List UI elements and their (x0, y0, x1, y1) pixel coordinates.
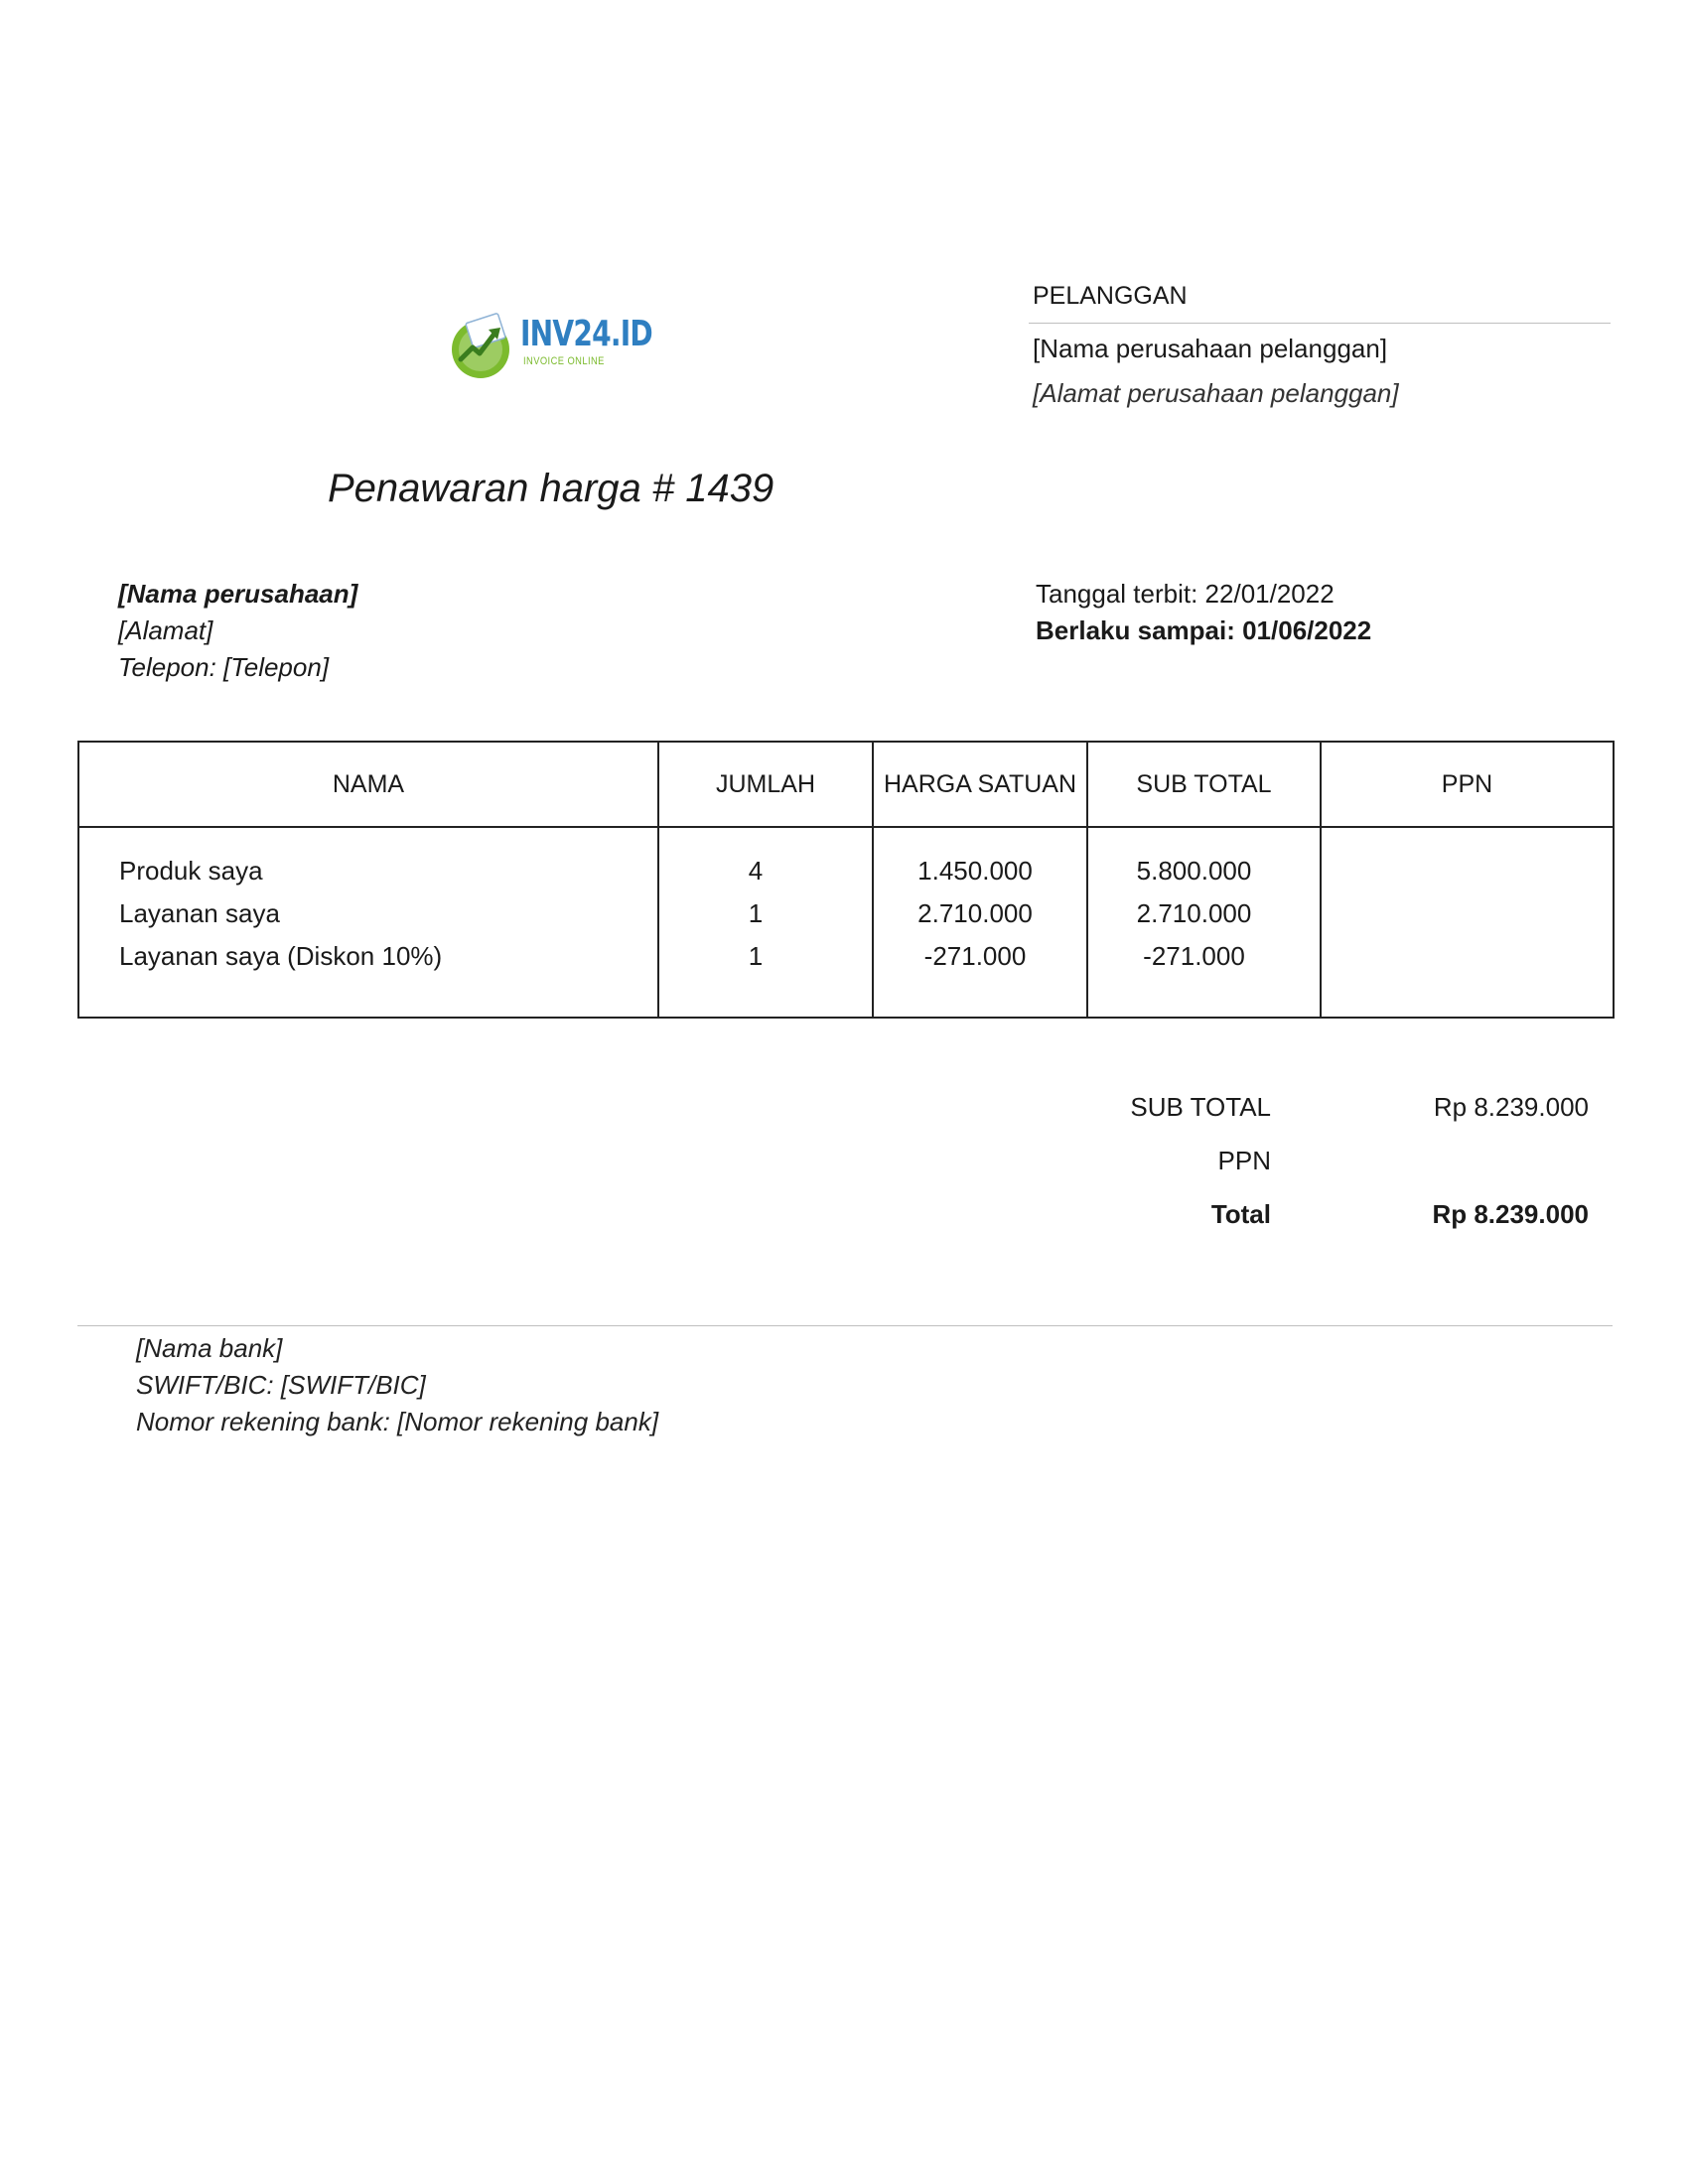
customer-name: [Nama perusahaan pelanggan] (1033, 334, 1388, 363)
bank-account: Nomor rekening bank: [Nomor rekening bank] (136, 1407, 659, 1436)
bank-divider (77, 1325, 1613, 1326)
company-block (118, 576, 357, 686)
item-qty-cell (658, 827, 873, 1018)
bank-swift: SWIFT/BIC: [SWIFT/BIC] (136, 1370, 426, 1400)
subtotal-row (1072, 1080, 1589, 1134)
item-name: Layanan saya (Diskon 10%) (119, 941, 443, 971)
ppn-label: PPN (1217, 1145, 1271, 1175)
logo-icon (447, 310, 516, 381)
item-qty: 4 (748, 856, 764, 886)
item-unit-price: -271.000 (923, 941, 1027, 971)
column-header-name: NAMA (78, 742, 658, 827)
item-name: Produk saya (119, 856, 263, 886)
logo-text: INV24.ID (520, 314, 652, 354)
total-row (1072, 1187, 1589, 1241)
company-name: [Nama perusahaan] (118, 579, 358, 609)
item-subtotal: 5.800.000 (1136, 856, 1252, 886)
item-qty: 1 (748, 941, 764, 971)
item-subtotal: -271.000 (1143, 941, 1245, 971)
document-title: Penawaran harga # 1439 (328, 467, 774, 510)
ppn-row (1072, 1134, 1589, 1187)
company-address: [Alamat] (118, 615, 213, 645)
table-row (78, 827, 1614, 1018)
subtotal-value: Rp 8.239.000 (1433, 1091, 1589, 1122)
customer-block (1029, 282, 1611, 409)
issue-date: Tanggal terbit: 22/01/2022 (1036, 579, 1335, 609)
table-header-row (78, 742, 1614, 827)
bank-name: [Nama bank] (136, 1333, 283, 1363)
item-unit-price: 1.450.000 (917, 856, 1033, 886)
item-subtotal-cell (1087, 827, 1321, 1018)
customer-heading: PELANGGAN (1029, 282, 1611, 324)
total-value: Rp 8.239.000 (1432, 1198, 1589, 1229)
column-header-qty: JUMLAH (658, 742, 873, 827)
dates-block (1036, 576, 1371, 649)
valid-until-date: Berlaku sampai: 01/06/2022 (1036, 615, 1372, 645)
company-phone: Telepon: [Telepon] (118, 652, 330, 682)
company-logo (447, 310, 652, 383)
column-header-unit-price: HARGA SATUAN (873, 742, 1087, 827)
totals-block (1072, 1080, 1589, 1241)
items-table (77, 741, 1615, 1019)
column-header-ppn: PPN (1321, 742, 1614, 827)
item-names-cell (78, 827, 658, 1018)
bank-block (136, 1330, 658, 1440)
subtotal-label: SUB TOTAL (1130, 1091, 1271, 1122)
item-qty: 1 (748, 898, 764, 928)
item-price-cell (873, 827, 1087, 1018)
item-subtotal: 2.710.000 (1136, 898, 1252, 928)
item-name: Layanan saya (119, 898, 280, 928)
column-header-subtotal: SUB TOTAL (1087, 742, 1321, 827)
logo-subtext: INVOICE ONLINE (523, 355, 605, 367)
total-label: Total (1210, 1198, 1271, 1229)
item-unit-price: 2.710.000 (917, 898, 1033, 928)
item-ppn-cell (1321, 827, 1614, 1018)
customer-address: [Alamat perusahaan pelanggan] (1033, 378, 1399, 408)
